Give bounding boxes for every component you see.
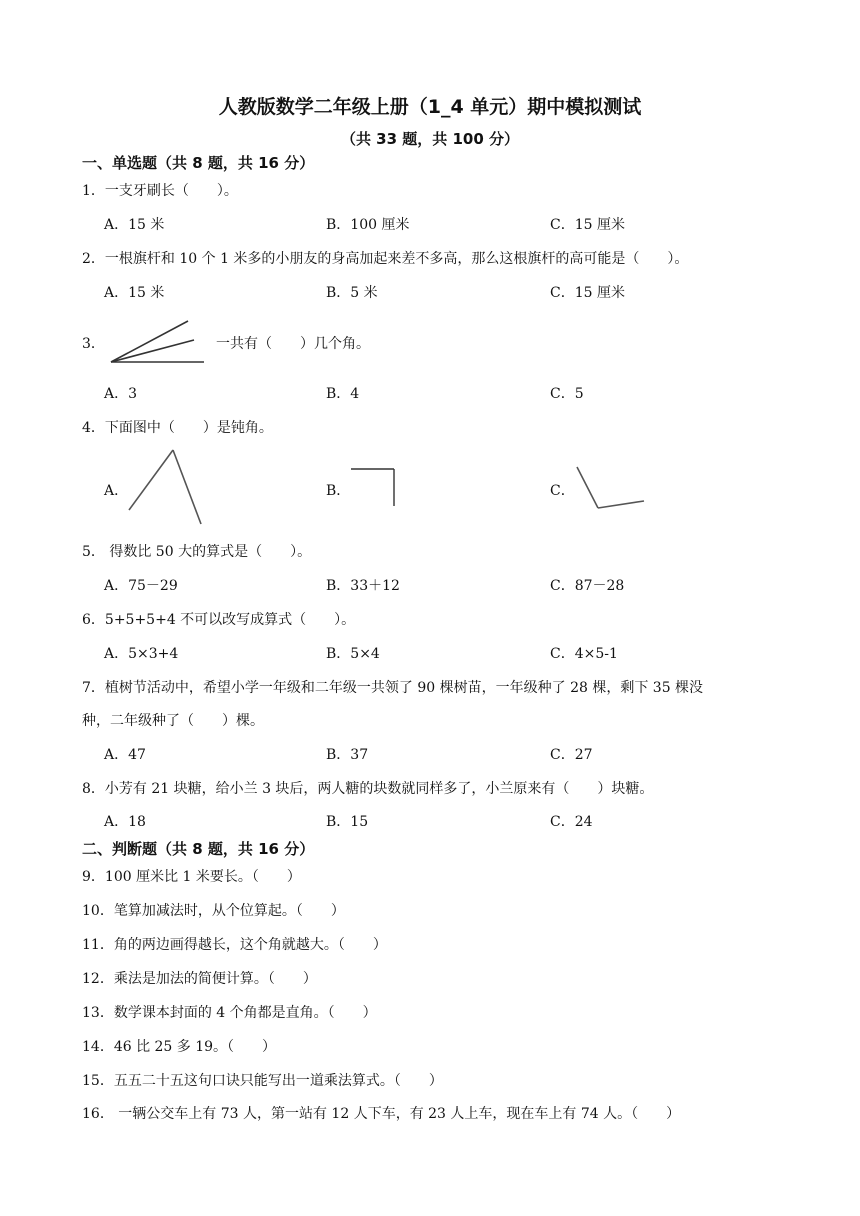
- section-heading-single-choice: 一、单选题（共 8 题，共 16 分）: [82, 154, 315, 172]
- question-8-option-c: C．24: [550, 814, 593, 830]
- question-6-option-c: C．4×5-1: [550, 646, 618, 662]
- question-7-stem-line-1: 7．植树节活动中，希望小学一年级和二年级一共领了 90 棵树苗，一年级种了 28 棵，剩下 35 棵没: [82, 680, 704, 696]
- question-1-option-c: C．15 厘米: [550, 217, 625, 233]
- question-7-option-b: B．37: [326, 747, 369, 763]
- question-8-option-b: B．15: [326, 814, 369, 830]
- question-5-stem: 5． 得数比 50 大的算式是（ ）。: [82, 544, 312, 560]
- question-4-option-b: B．: [326, 483, 351, 499]
- question-6-stem: 6．5+5+5+4 不可以改写成算式（ ）。: [82, 612, 356, 628]
- question-5-option-c: C．87－28: [550, 578, 625, 594]
- question-8-option-a: A．18: [104, 814, 146, 830]
- question-5-option-b: B．33＋12: [326, 578, 400, 594]
- question-3-option-b: B．4: [326, 386, 360, 402]
- question-3-option-a: A．3: [104, 386, 138, 402]
- question-3-option-c: C．5: [550, 386, 584, 402]
- question-4-acute-angle-figure: [126, 448, 206, 526]
- question-15: 15．五五二十五这句口诀只能写出一道乘法算式。（ ）: [82, 1073, 443, 1089]
- question-5-option-a: A．75－29: [104, 578, 178, 594]
- question-4-stem: 4．下面图中（ ）是钝角。: [82, 420, 273, 436]
- page-subtitle: （共 33 题，共 100 分）: [340, 130, 520, 148]
- question-6-option-b: B．5×4: [326, 646, 380, 662]
- question-1-option-a: A．15 米: [104, 217, 165, 233]
- question-4-obtuse-angle-figure: [574, 464, 648, 512]
- section-heading-true-false: 二、判断题（共 8 题，共 16 分）: [82, 840, 315, 858]
- question-7-stem-line-2: 种，二年级种了（ ）棵。: [82, 713, 264, 729]
- question-3-stem: 一共有（ ）几个角。: [216, 336, 370, 352]
- question-7-option-a: A．47: [104, 747, 146, 763]
- question-1-stem: 1．一支牙刷长（ ）。: [82, 183, 238, 199]
- question-16: 16． 一辆公交车上有 73 人，第一站有 12 人下车，有 23 人上车，现在车上有 74 人。（ ）: [82, 1106, 681, 1122]
- question-12: 12．乘法是加法的简便计算。（ ）: [82, 971, 317, 987]
- page-title: 人教版数学二年级上册（1_4 单元）期中模拟测试: [218, 96, 642, 118]
- question-4-right-angle-figure: [350, 468, 398, 508]
- question-7-option-c: C．27: [550, 747, 593, 763]
- question-9: 9．100 厘米比 1 米要长。（ ）: [82, 869, 301, 885]
- question-2-option-b: B．5 米: [326, 285, 378, 301]
- question-4-option-c: C．: [550, 483, 575, 499]
- question-3-number: 3．: [82, 336, 105, 352]
- question-2-option-a: A．15 米: [104, 285, 165, 301]
- question-13: 13．数学课本封面的 4 个角都是直角。（ ）: [82, 1005, 377, 1021]
- question-1-option-b: B．100 厘米: [326, 217, 410, 233]
- question-3-angle-figure: [108, 318, 208, 366]
- question-11: 11．角的两边画得越长，这个角就越大。（ ）: [82, 937, 387, 953]
- question-14: 14．46 比 25 多 19。（ ）: [82, 1039, 277, 1055]
- question-8-stem: 8．小芳有 21 块糖，给小兰 3 块后，两人糖的块数就同样多了，小兰原来有（ ）块糖。: [82, 781, 654, 797]
- question-4-option-a: A．: [104, 483, 129, 499]
- question-10: 10．笔算加减法时，从个位算起。（ ）: [82, 903, 345, 919]
- question-2-stem: 2．一根旗杆和 10 个 1 米多的小朋友的身高加起来差不多高，那么这根旗杆的高可能是（ ）。: [82, 251, 689, 267]
- question-6-option-a: A．5×3+4: [104, 646, 179, 662]
- question-2-option-c: C．15 厘米: [550, 285, 625, 301]
